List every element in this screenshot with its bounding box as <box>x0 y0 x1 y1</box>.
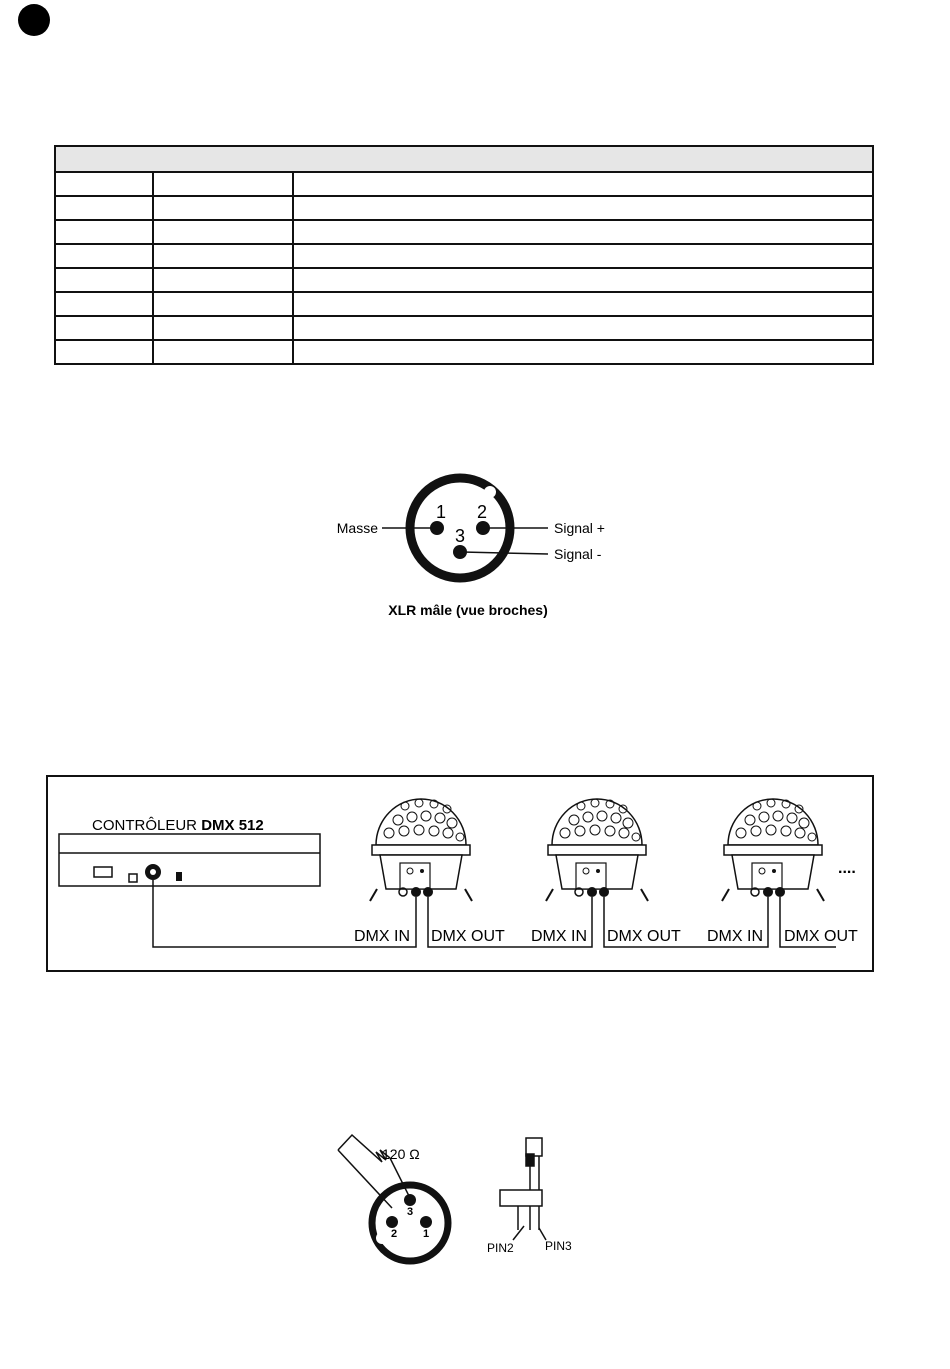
fixture-dmx-in-socket <box>763 887 773 897</box>
table-row <box>55 244 873 268</box>
dmx-channel-table <box>54 145 874 365</box>
controller-indicator-icon <box>176 872 182 881</box>
table-cell <box>293 220 873 244</box>
table-cell <box>153 316 293 340</box>
table-cell <box>153 172 293 196</box>
table-cell <box>293 244 873 268</box>
fixture-dmx-in-socket <box>587 887 597 897</box>
terminator-diagram <box>330 1130 590 1270</box>
table-cell <box>153 196 293 220</box>
table-header-row <box>55 146 873 172</box>
fixture-dmx-in-socket <box>411 887 421 897</box>
table-cell <box>293 268 873 292</box>
xlr-pin-2 <box>476 521 490 535</box>
page-marker-dot <box>18 4 50 36</box>
dmx-chain-diagram <box>46 775 876 975</box>
table-row <box>55 220 873 244</box>
fixture-1-dmx-out-label: DMX OUT <box>431 928 505 945</box>
table-cell <box>55 244 153 268</box>
fixture-2 <box>546 799 648 901</box>
signal-minus-leader-line <box>462 552 548 554</box>
table-header-cell <box>55 146 873 172</box>
pin2-label: PIN2 <box>487 1241 514 1255</box>
table-cell <box>293 196 873 220</box>
table-cell <box>293 172 873 196</box>
table-cell <box>153 268 293 292</box>
terminator-pin-1 <box>420 1216 432 1228</box>
terminator-key-notch <box>376 1232 388 1244</box>
xlr-pinout-diagram <box>320 470 640 630</box>
pin-header <box>500 1138 546 1240</box>
table-cell <box>293 316 873 340</box>
terminator-pin-2 <box>386 1216 398 1228</box>
signal-plus-label: Signal + <box>554 520 605 536</box>
fixture-3-dmx-out-label: DMX OUT <box>784 928 858 945</box>
table-cell <box>153 340 293 364</box>
table-cell <box>153 292 293 316</box>
xlr-caption: XLR mâle (vue broches) <box>388 602 548 618</box>
table-row <box>55 340 873 364</box>
signal-minus-label: Signal - <box>554 546 602 562</box>
pin-2-number: 2 <box>476 502 488 522</box>
fixture-dmx-out-socket <box>599 887 609 897</box>
terminator-pin-2-number: 2 <box>390 1228 398 1240</box>
xlr-pin-3 <box>453 545 467 559</box>
table-cell <box>55 292 153 316</box>
fixture-dmx-out-socket <box>423 887 433 897</box>
xlr-pin-1 <box>430 521 444 535</box>
terminator-pin-3 <box>404 1194 416 1206</box>
table-row <box>55 172 873 196</box>
table-cell <box>55 316 153 340</box>
table-cell <box>153 220 293 244</box>
table-row <box>55 196 873 220</box>
table-cell <box>55 196 153 220</box>
xlr-key-notch <box>484 486 496 498</box>
fixture-3-dmx-in-label: DMX IN <box>707 928 763 945</box>
fixture-2-dmx-in-label: DMX IN <box>531 928 587 945</box>
fixture-1-dmx-in-label: DMX IN <box>354 928 410 945</box>
fixture-3 <box>722 799 824 901</box>
ground-label: Masse <box>336 520 378 536</box>
controller-label: CONTRÔLEUR DMX 512 <box>92 817 264 834</box>
pin-3-number: 3 <box>454 526 466 546</box>
table-cell <box>153 244 293 268</box>
table-row <box>55 268 873 292</box>
table-row <box>55 316 873 340</box>
table-cell <box>293 292 873 316</box>
table-cell <box>293 340 873 364</box>
dmx-controller <box>59 834 320 886</box>
terminator-pin-1-number: 1 <box>422 1228 430 1240</box>
pin-1-number: 1 <box>435 502 447 522</box>
continuation-dots: .... <box>838 860 856 877</box>
fixture-1 <box>370 799 472 901</box>
resistor-value-label: 120 Ω <box>382 1146 420 1162</box>
table-cell <box>55 268 153 292</box>
table-cell <box>55 172 153 196</box>
table-cell <box>55 220 153 244</box>
table-row <box>55 292 873 316</box>
terminator-pin-3-number: 3 <box>406 1206 414 1218</box>
pin3-label: PIN3 <box>545 1239 572 1253</box>
fixture-dmx-out-socket <box>775 887 785 897</box>
fixture-2-dmx-out-label: DMX OUT <box>607 928 681 945</box>
table-cell <box>55 340 153 364</box>
